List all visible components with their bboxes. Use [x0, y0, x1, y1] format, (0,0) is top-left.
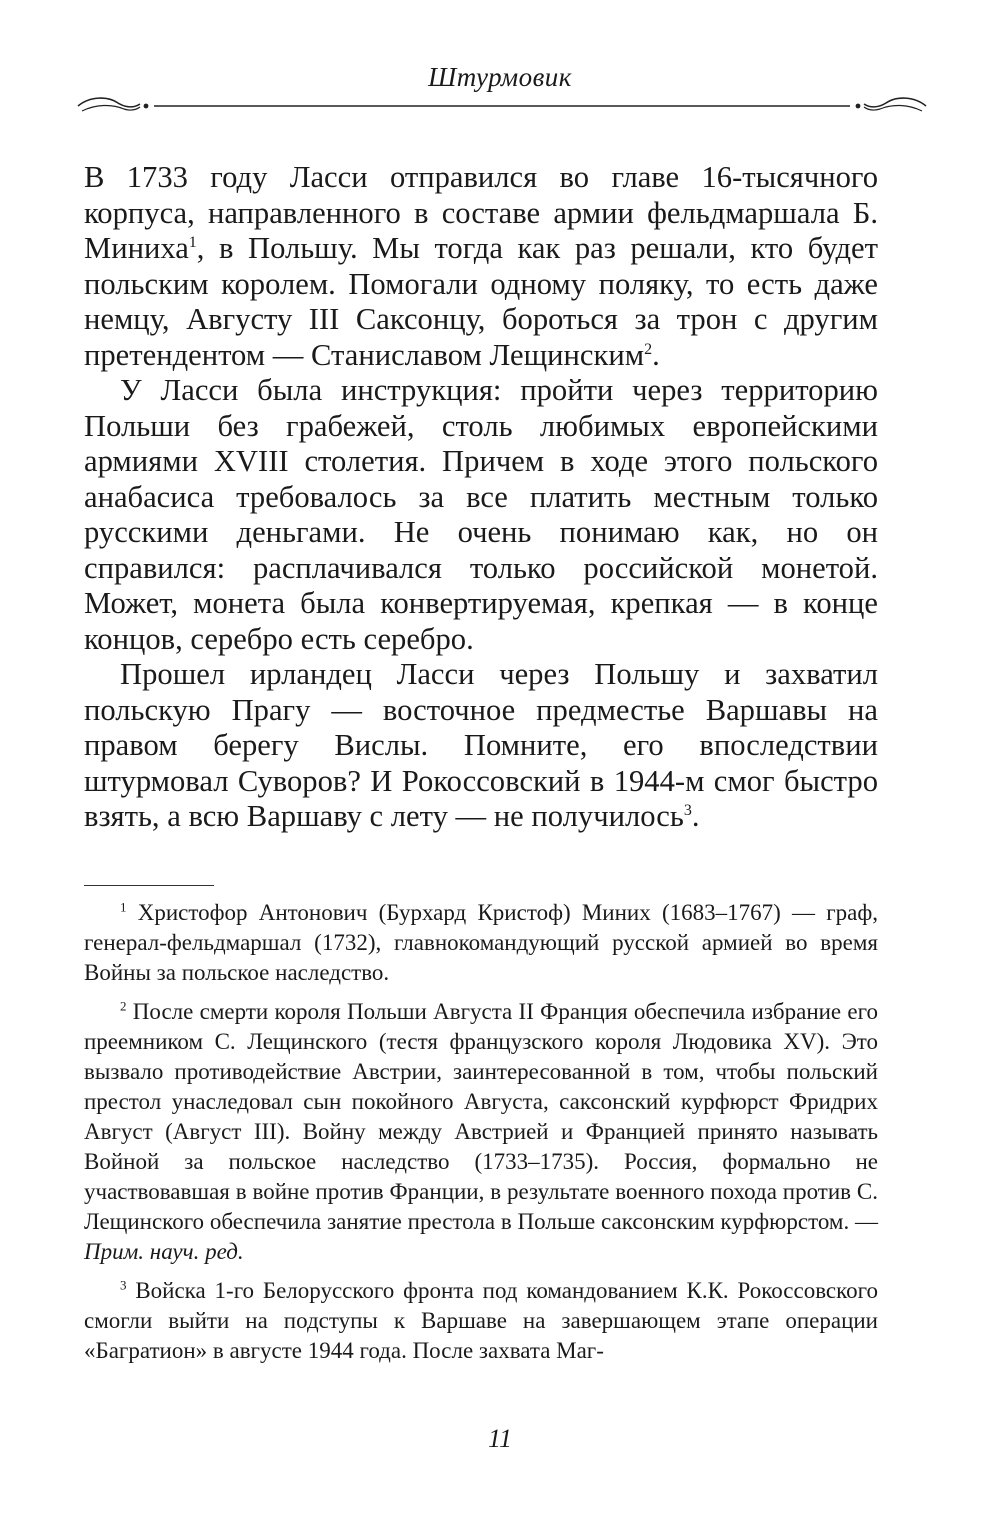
footnote-ref-2[interactable]: 2 [644, 340, 653, 358]
footnote-mark-1: 1 [120, 899, 127, 915]
paragraph-1 [84, 160, 878, 373]
footnote-mark-2: 2 [120, 998, 127, 1014]
paragraph-1-text-b: , в Польшу. Мы тогда как раз решали, кто будет польским королем. Помогали одному поляку, то есть даже немцу, Августу III Саксонцу, бороться за трон с другим претендентом — Станиславом Лещинским [84, 231, 878, 372]
footnote-separator [84, 885, 214, 886]
footnote-2 [84, 997, 878, 1267]
footnote-2-text: После смерти короля Польши Августа II Франция обеспечила избрание его преемником С. Лещинского (тестя французского короля Людовика XV). Это вызвало противодействие Австрии, заинтересованной в том, чтобы польский престол унаследовал сын покойного Августа, саксонский курфюрст Фридрих Август (Август III). Войну между Австрией и Францией принято называть Войной за польское наследство (1733–1735). Россия, формально не участвовавшая в войне против Франции, в результате военного похода против С. Лещинского обеспечила занятие престола в Польше саксонским курфюрстом. — [84, 999, 878, 1234]
footnote-2-editor-note: Прим. науч. ред. [84, 1239, 244, 1264]
running-title: Штурмовик [428, 62, 572, 92]
footnotes [84, 898, 878, 1366]
paragraph-3-text-b: . [691, 799, 700, 833]
footnote-mark-3: 3 [120, 1277, 127, 1293]
footnote-ref-3[interactable]: 3 [683, 801, 692, 819]
page-number: 11 [487, 1424, 513, 1453]
paragraph-1-text-c: . [652, 337, 660, 372]
paragraph-3 [84, 657, 878, 835]
main-text [84, 160, 878, 835]
paragraph-2: У Ласси была инструкция: пройти через территорию Польши без грабежей, столь любимых европейскими армиями XVIII столетия. Причем в ходе этого польского анабасиса требовалось за все платить местным только русскими деньгами. Не очень понимаю как, но он справился: расплачивался только российской монетой. Может, монета была конвертируемая, крепкая — в конце концов, серебро есть серебро. [84, 373, 878, 656]
footnote-1-text: Христофор Антонович (Бурхард Кристоф) Миних (1683–1767) — граф, генерал-фельдмаршал (1732), главнокомандующий русской армией во время Войны за польское наследство. [84, 900, 878, 985]
footnote-ref-1[interactable]: 1 [188, 233, 197, 251]
footnote-3 [84, 1276, 878, 1366]
paragraph-1-text-a: В 1733 году Ласси отправился во главе 16-тысячного корпуса, направленного в составе армии фельдмаршала Б. Миниха [84, 160, 878, 265]
header-ornament [76, 90, 928, 120]
paragraph-3-text-a: Прошел ирландец Ласси через Польшу и захватил польскую Прагу — восточное предместье Варшавы на правом берегу Вислы. Помните, его впоследствии штурмовал Суворов? И Рокоссовский в 1944-м смог быстро взять, а всю Варшаву с лету — не получилось [84, 657, 878, 833]
footnote-1 [84, 898, 878, 988]
footnote-3-text: Войска 1-го Белорусского фронта под командованием К.К. Рокоссовского смогли выйти на подступы к Варшаве на завершающем этапе операции «Багратион» в августе 1944 года. После захвата Маг- [84, 1278, 878, 1363]
